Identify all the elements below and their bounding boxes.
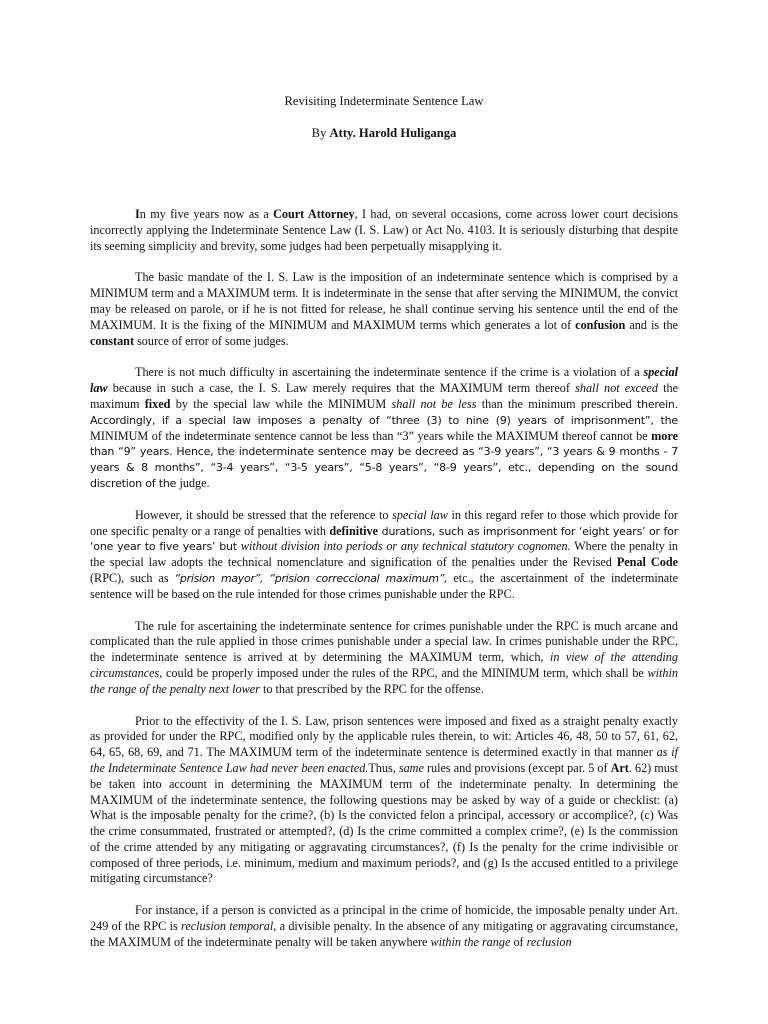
document-title: Revisiting Indeterminate Sentence Law [284, 94, 484, 108]
byline [0, 125, 768, 141]
bold-run: constant [90, 333, 135, 348]
text-run: than “9” years. Hence, the indeterminate sentence may be decreed as “3-9 years”, “3 years & 9 months - 7 years & 8 months”, “3-4 years”, “3-5 years”, “5-8 years”, “8-9 years”, etc., depending on the sound discretion of the [90, 445, 678, 490]
text-run: MINIMUM of the indeterminate sentence cannot be less than “3” years while the MAXIMUM thereof cannot be [90, 428, 652, 443]
text-run: durations, such as imprisonment for ‘eight years’ or for ‘one year to five years’ but [90, 524, 678, 554]
text-run: by the special law while the MINIMUM [170, 396, 392, 411]
text-run: than the minimum prescribed [476, 396, 637, 411]
italic-run: in view of the attending circumstances, [90, 650, 678, 680]
italic-run: special law [392, 507, 448, 522]
text-run: of [510, 934, 527, 949]
body-paragraph [90, 714, 678, 888]
text-run: etc., the ascertainment of the indeterminate sentence will be based on the rule intended for those crimes punishable under the RPC. [90, 570, 678, 601]
italic-run: “prision mayor”, “prision correccional maximum”, [174, 571, 448, 585]
text-run: judge. [179, 475, 210, 490]
text-run: therein. Accordingly, if a special law imposes a penalty of “three (3) to nine (9) years of imprisonment”, the [90, 397, 678, 427]
author-name: Atty. Harold Huliganga [329, 126, 457, 140]
text-run: source of error of some judges. [134, 333, 289, 348]
bold-run: Art [610, 760, 629, 775]
text-run: Prior to the effectivity of the I. S. Law, prison sentences were imposed and fixed as a straight penalty exactly as provided for under the RPC, modified only by the applicable rules therein, to wit: Articles 46, 48, 50 to 57, 61, 62, 64, 65, 68, 69, and 71. The MAXIMUM term of the indeterminate sentence is determined exactly in that manner [90, 713, 678, 760]
text-run: . 62) must be taken into account in determining the MAXIMUM term of the indeterminate penalty. In determining the MAXIMUM of the indeterminate sentence, the following questions may be asked by way of a guide or checklist: (a) What is the imposable penalty for the crime?, (b) Is the convicted felon a principal, accessory or accomplice?, (c) Was the crime consummated, frustrated or attempted?, (d) Is the crime committed a complex crime?, (e) Is the commission of the crime attended by any mitigating or aggravating circumstances?, (f) Is the penalty for the crime indivisible or composed of three periods, i.e. minimum, medium and maximum periods?, and (g) Is the accused entitled to a privilege mitigating circumstance? [90, 760, 678, 886]
bold-run: confusion [575, 317, 626, 332]
text-run: The rule for ascertaining the indeterminate sentence for crimes punishable under the RPC is much arcane and complicated than the rule applied in those crimes punishable under a special law. In crimes punishable under the RPC, the indeterminate sentence is arrived at by determining the MAXIMUM term, which, [90, 618, 678, 665]
text-run: For instance, if a person is convicted as a principal in the crime of homicide, the imposable penalty under Art. 249 of the RPC is [90, 903, 678, 934]
text-run: (RPC), such as [90, 570, 175, 585]
text-run: the maximum [90, 381, 678, 411]
bold-italic-run: special law [90, 365, 678, 396]
text-run: a divisible penalty. In the absence of any mitigating or aggravating circumstance, the MAXIMUM of the indeterminate penalty will be taken anywhere [90, 919, 678, 949]
italic-run: same [398, 760, 424, 775]
text-run: Where the penalty in the special law adopts the technical nomenclature and signification of the penalties under the Revised [90, 539, 678, 570]
text-run: There is not much difficulty in ascertaining the indeterminate sentence if the crime is a violation of a [135, 365, 644, 380]
italic-run: reclusion temporal, [181, 919, 277, 934]
bold-run: Penal Code [616, 555, 679, 570]
italic-run: within the range of the penalty next lower [90, 665, 678, 696]
text-run: in this regard refer to those which provide for one specific penalty or a range of penalties with [90, 507, 678, 538]
text-run: could be properly imposed under the rules of the RPC, and the MINIMUM term, which shall be [162, 665, 648, 680]
text-run: n my five years now as a [139, 207, 274, 221]
text-run: Thus, [368, 760, 399, 775]
text-run: rules and provisions (except par. 5 of [423, 760, 611, 775]
body-paragraph [90, 270, 678, 349]
bold-run: more [651, 428, 678, 443]
bold-run: definitive [329, 523, 379, 538]
body-paragraph [90, 365, 678, 491]
body-paragraph [90, 903, 678, 950]
italic-run: reclusion [526, 934, 572, 949]
text-run: because in such a case, the I. S. Law merely requires that the MAXIMUM term thereof [107, 381, 576, 396]
italic-run: shall not be less [391, 396, 477, 411]
body-paragraph [90, 508, 678, 603]
bold-run: fixed [144, 396, 171, 411]
italic-run: shall not exceed [575, 381, 658, 396]
text-run: to that prescribed by the RPC for the offense. [259, 681, 484, 696]
body-paragraph [90, 207, 678, 254]
bold-run: I [135, 207, 140, 221]
italic-run: within the range [430, 934, 511, 949]
text-run: The basic mandate of the I. S. Law is the imposition of an indeterminate sentence which is comprised by a MINIMUM term and a MAXIMUM term. It is indeterminate in the sense that after serving the MINIMUM, the convict may be released on parole, or if he is not fitted for release, he shall continue serving his sentence until the end of the MAXIMUM. It is the fixing of the MINIMUM and MAXIMUM terms which generates a lot of [90, 270, 678, 332]
body-paragraph [90, 619, 678, 698]
italic-run: as if the Indeterminate Sentence Law had never been enacted. [90, 745, 678, 775]
bold-run: Court Attorney [273, 207, 355, 221]
italic-run: without division into periods or any technical statutory cognomen. [240, 539, 571, 554]
text-run: However, it should be stressed that the reference to [135, 507, 393, 522]
text-run: , I had, on several occasions, come across lower court decisions incorrectly applying the Indeterminate Sentence Law (I. S. Law) or Act No. 4103. It is seriously disturbing that despite its seeming simplicity and brevity, some judges had been perpetually misapplying it. [90, 207, 679, 253]
text-run: and is the [625, 317, 678, 332]
document-body [90, 207, 678, 967]
byline-prefix: By [311, 126, 330, 140]
